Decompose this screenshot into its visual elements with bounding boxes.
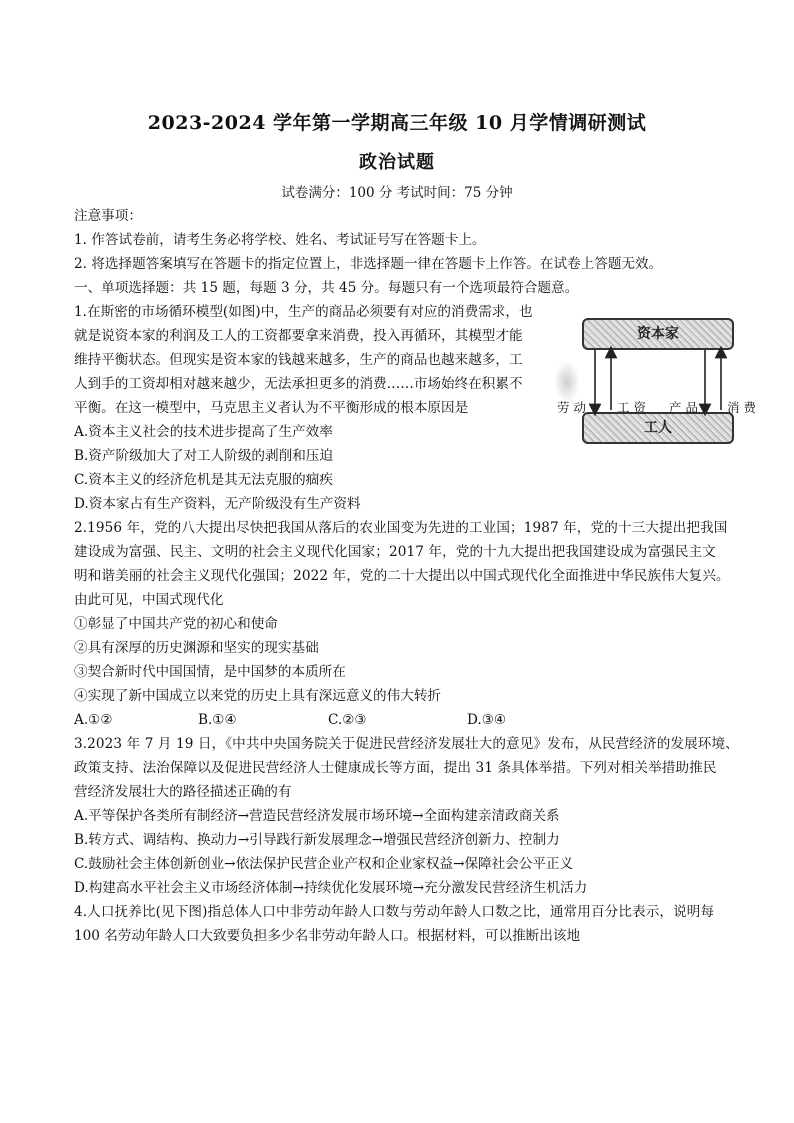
q1-stem-line: 1.在斯密的市场循环模型(如图)中，生产的商品必须要有对应的消费需求，也 [74, 304, 533, 320]
label-wage: 工 资 [617, 400, 646, 415]
exam-info: 试卷满分：100 分 考试时间：75 分钟 [281, 185, 513, 201]
figure-arrows [555, 312, 765, 447]
q2-stem-line: 由此可见，中国式现代化 [74, 592, 224, 608]
exam-title: 2023-2024 学年第一学期高三年级 10 月学情调研测试 [147, 112, 647, 134]
q1-stem-line: 平衡。在这一模型中，马克思主义者认为不平衡形成的根本原因是 [74, 400, 469, 416]
capitalist-box: 资本家 [582, 318, 734, 350]
q2-option-a: A.①② [74, 712, 113, 728]
q3-stem-line: 营经济发展壮大的路径描述正确的有 [74, 784, 292, 800]
q3-stem-line: 政策支持、法治保障以及促进民营经济人士健康成长等方面，提出 31 条具体举措。下列对相关举措助推民 [74, 760, 717, 776]
label-product: 产 品 [669, 400, 698, 415]
q3-stem-line: 3.2023 年 7 月 19 日，《中共中央国务院关于促进民营经济发展壮大的意见》发布，从民营经济的发展环境、 [74, 736, 739, 752]
label-consumption: 消 费 [727, 400, 756, 415]
q2-option-b: B.①④ [198, 712, 237, 728]
q3-option-b: B.转方式、调结构、换动力→引导践行新发展理念→增强民营经济创新力、控制力 [74, 832, 560, 848]
q2-option-d: D.③④ [467, 712, 507, 728]
q2-options [74, 708, 506, 732]
q1-stem-line: 维持平衡状态。但现实是资本家的钱越来越多，生产的商品也越来越多，工 [74, 352, 523, 368]
notes-heading: 注意事项： [74, 208, 142, 224]
q4-stem-line: 100 名劳动年龄人口大致要负担多少名非劳动年龄人口。根据材料，可以推断出该地 [74, 928, 581, 944]
q4-stem-line: 4.人口抚养比(见下图)指总体人口中非劳动年龄人口数与劳动年龄人口数之比，通常用百分比表示，说明每 [74, 904, 715, 920]
note-item: 1. 作答试卷前，请考生务必将学校、姓名、考试证号写在答题卡上。 [74, 232, 486, 248]
q1-option-a: A.资本主义社会的技术进步提高了生产效率 [74, 424, 333, 440]
q1-option-c: C.资本主义的经济危机是其无法克服的痼疾 [74, 472, 333, 488]
q2-statement-4: ④实现了新中国成立以来党的历史上具有深远意义的伟大转折 [74, 688, 442, 704]
q3-option-d: D.构建高水平社会主义市场经济体制→持续优化发展环境→充分激发民营经济生机活力 [74, 880, 588, 896]
q1-option-d: D.资本家占有生产资料，无产阶级没有生产资料 [74, 496, 361, 512]
q1-option-b: B.资产阶级加大了对工人阶级的剥削和压迫 [74, 448, 333, 464]
worker-box: 工人 [582, 412, 734, 444]
exam-subject: 政治试题 [359, 152, 435, 173]
section-heading: 一、单项选择题：共 15 题，每题 3 分，共 45 分。每题只有一个选项最符合题意。 [74, 280, 579, 296]
q2-statement-2: ②具有深厚的历史渊源和坚实的现实基础 [74, 640, 319, 656]
q2-stem-line: 建设成为富强、民主、文明的社会主义现代化国家；2017 年，党的十九大提出把我国建设成为富强民主文 [74, 544, 716, 560]
note-item: 2. 将选择题答案填写在答题卡的指定位置上，非选择题一律在答题卡上作答。在试卷上答题无效。 [74, 256, 663, 272]
q2-statement-1: ①彰显了中国共产党的初心和使命 [74, 616, 278, 632]
q3-option-a: A.平等保护各类所有制经济→营造民营经济发展市场环境→全面构建亲清政商关系 [74, 808, 560, 824]
label-labor: 劳 动 [557, 400, 586, 415]
q1-stem-line: 就是说资本家的利润及工人的工资都要拿来消费，投入再循环，其模型才能 [74, 328, 523, 344]
q2-stem-line: 明和谐美丽的社会主义现代化强国；2022 年，党的二十大提出以中国式现代化全面推进中华民族伟大复兴。 [74, 568, 730, 584]
q2-statement-3: ③契合新时代中国国情，是中国梦的本质所在 [74, 664, 346, 680]
q2-option-c: C.②③ [328, 712, 367, 728]
market-cycle-figure [555, 312, 765, 447]
q2-stem-line: 2.1956 年，党的八大提出尽快把我国从落后的农业国变为先进的工业国；1987 年，党的十三大提出把我国 [74, 520, 728, 536]
q1-stem-line: 人到手的工资却相对越来越少，无法承担更多的消费……市场始终在积累不 [74, 376, 523, 392]
q3-option-c: C.鼓励社会主体创新创业→依法保护民营企业产权和企业家权益→保障社会公平正义 [74, 856, 574, 872]
